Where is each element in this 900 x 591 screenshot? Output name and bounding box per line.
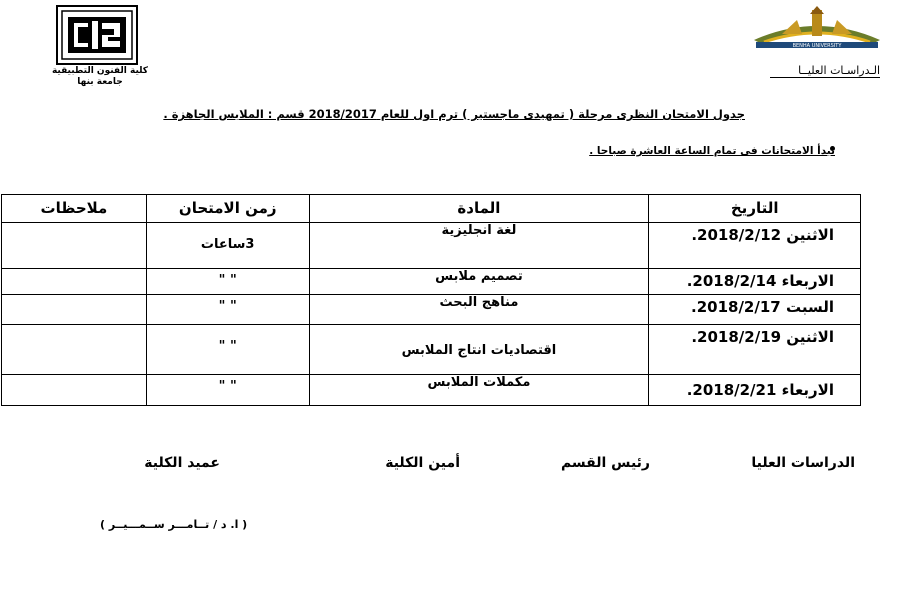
cell-subject: اقتصاديات انتاج الملابس [309, 325, 649, 375]
cell-notes [2, 375, 147, 406]
header-notes: ملاحظات [2, 195, 147, 223]
table-row [2, 268, 861, 295]
table-row [2, 295, 861, 325]
university-logo-text: BENHA UNIVERSITY [792, 43, 842, 48]
signature-dean: عميد الكلية [144, 455, 220, 471]
dean-name: ( ا. د / تــامـــر ســمـــيــر ) [100, 518, 248, 531]
cell-date: الاربعاء 2018/2/14. [649, 268, 861, 295]
cell-time: " " [146, 325, 309, 375]
signature-grad-studies: الدراسات العليا [751, 455, 855, 471]
cell-time-value: 3ساعات [200, 236, 255, 252]
cell-date: السبت 2018/2/17. [649, 295, 861, 325]
cell-subject: لغة انجليزية [309, 222, 649, 268]
cell-subject: تصميم ملابس [309, 268, 649, 295]
cell-notes [2, 325, 147, 375]
signature-secretary: أمين الكلية [385, 455, 460, 471]
header-date: التاريخ [649, 195, 861, 223]
header-subject: المادة [309, 195, 649, 223]
table-row [2, 222, 861, 268]
cell-date: الاربعاء 2018/2/21. [649, 375, 861, 406]
cell-date: الاثنين 2018/2/12. [649, 222, 861, 268]
exam-start-note: تبدأ الامتحانات فى تمام الساعة العاشرة صباحا . [589, 145, 835, 157]
table-row [2, 375, 861, 406]
grad-studies-header: الـدراسـات العليــا [798, 64, 880, 77]
signature-dept-head: رئيس القسم [560, 455, 650, 471]
cell-notes [2, 295, 147, 325]
faculty-logo-icon [56, 5, 138, 65]
cell-time: " " [146, 268, 309, 295]
cell-time: " " [146, 375, 309, 406]
table-row [2, 325, 861, 375]
cell-subject: مكملات الملابس [309, 375, 649, 406]
header-divider [770, 77, 880, 78]
faculty-name [30, 66, 170, 88]
faculty-name-line2: جامعة بنها [77, 77, 123, 87]
cell-date: الاثنين 2018/2/19. [649, 325, 861, 375]
cell-time [146, 222, 309, 268]
cell-time: " " [146, 295, 309, 325]
table-header-row [2, 195, 861, 223]
exam-schedule-table [1, 194, 861, 406]
cell-notes [2, 268, 147, 295]
university-logo-icon [752, 6, 882, 48]
faculty-name-line1: كلية الفنون التطبيقية [51, 66, 149, 76]
cell-notes [2, 222, 147, 268]
cell-subject: مناهج البحث [309, 295, 649, 325]
header-time: زمن الامتحان [146, 195, 309, 223]
schedule-title: جدول الامتحان النظرى مرحلة ( تمهيدى ماجستير ) ترم اول للعام 2018/2017 قسم : الملابس الجاهزة . [163, 107, 745, 121]
